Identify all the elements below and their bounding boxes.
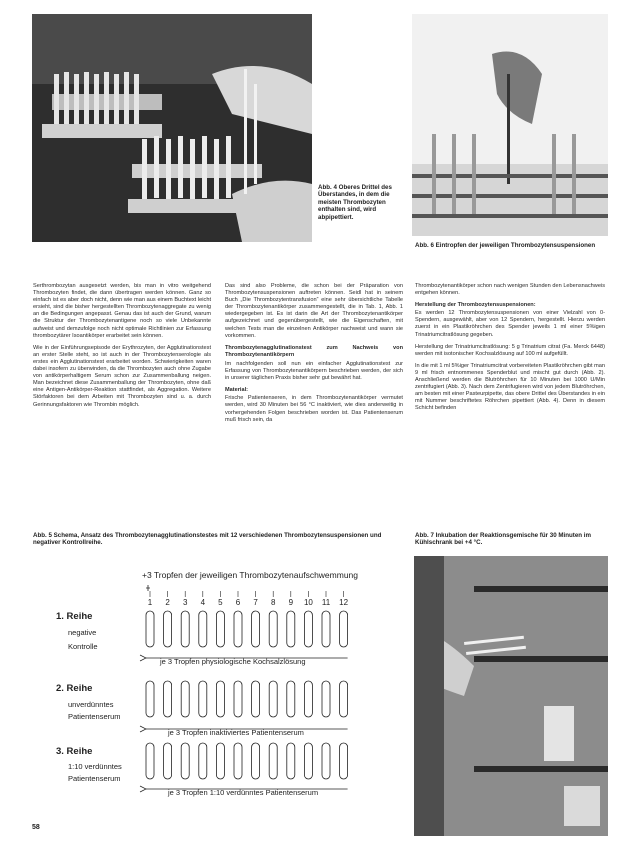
caption-abb6: Abb. 6 Eintropfen der jeweiligen Thrombozytensuspensionen (415, 242, 596, 249)
column-number: 11 (321, 598, 331, 607)
caption-abb4: Abb. 4 Oberes Drittel des Überstandes, in dem die meisten Thrombozyten enthalten sind, wird abpipettiert. (318, 184, 392, 221)
paragraph: Im nachfolgenden soll nun ein einfacher Agglutinationstest zur Erfassung von Thrombozytenantikörpern beschrieben werden, der sich in unserer täglichen Praxis bisher sehr gut bewährt hat. (225, 360, 403, 382)
page-number: 58 (32, 824, 40, 831)
paragraph: Das sind also Probleme, die schon bei der Präparation von Thrombozytensuspensionen auftreten können. Seidl hat in seinem Buch „Die Thrombozytentransfusion“ eine sehr übersichtliche Tabelle der Thrombozytenantikörper zusammengestellt, die in Tab. 1, Abb. 1 wiedergegeben ist. Es ist darin die Art der Thrombozytenantikörper aufgezeichnet und gegenübergestellt, wie die Eigenschaften, mit welchen Tests man die einzelnen Antikörper nachweist und wann sie vorkommen. (225, 283, 403, 339)
column-number: 8 (270, 598, 276, 607)
column-numbers (148, 591, 349, 607)
test-tube (164, 611, 172, 647)
column-number: 7 (253, 598, 258, 607)
paragraph: Herstellung der Trinatriumcitratlösung: 5 g Trinatrium citrat (Fa. Merck 6448) werden mit isotonischer Kochsalzlösung auf 100 ml aufgefüllt. (415, 343, 605, 357)
photo-art (414, 556, 608, 836)
test-tube (269, 611, 277, 647)
test-tube (340, 743, 348, 779)
test-tube (287, 611, 295, 647)
tube-rows (140, 611, 348, 792)
test-tube (181, 743, 189, 779)
arrow-icon (140, 726, 146, 732)
test-tube (252, 681, 260, 717)
test-tube (199, 743, 207, 779)
photo-drops (412, 14, 608, 236)
schema-diagram (30, 555, 408, 820)
test-tube (146, 611, 154, 647)
test-tube (164, 681, 172, 717)
caption-abb7: Abb. 7 Inkubation der Reaktionsgemische für 30 Minuten im Kühlschrank bei +4 °C. (415, 532, 592, 547)
arrow-icon (140, 786, 146, 792)
row-arrow-label-3: je 3 Tropfen 1:10 verdünntes Patientenserum (168, 788, 319, 797)
test-tube (322, 681, 330, 717)
text-column-left (33, 283, 211, 414)
column-number: 1 (147, 598, 153, 607)
row-arrow-label-1: je 3 Tropfen physiologische Kochsalzlösung (160, 657, 306, 666)
test-tube (146, 743, 154, 779)
test-tube (216, 611, 224, 647)
test-tube (304, 611, 312, 647)
column-number: 6 (235, 598, 241, 607)
photo-refrigerator (414, 556, 608, 836)
test-tube (199, 611, 207, 647)
column-number: 5 (218, 598, 223, 607)
test-tube (252, 611, 260, 647)
test-tube (252, 743, 260, 779)
row-subtitle-3a: 1:10 verdünntes (68, 762, 122, 771)
section-heading: Material: (225, 387, 249, 394)
row-title-2: 2. Reihe (56, 683, 93, 694)
text-column-right (415, 283, 605, 418)
column-number: 2 (165, 598, 170, 607)
test-tube (304, 743, 312, 779)
test-tube (164, 743, 172, 779)
photo-art (32, 14, 312, 242)
caption-abb5: Abb. 5 Schema, Ansatz des Thrombozytenagglutinationstestes mit 12 verschiedenen Thrombozytensuspensionen und negativer Kontrollreihe. (33, 532, 382, 547)
test-tube (234, 611, 242, 647)
test-tube (269, 743, 277, 779)
test-tube (287, 743, 295, 779)
arrow-icon (140, 655, 146, 661)
test-tube (287, 681, 295, 717)
row-title-1: 1. Reihe (56, 611, 93, 622)
test-tube (269, 681, 277, 717)
photo-art (412, 14, 608, 236)
row-subtitle-1a: negative (68, 628, 97, 637)
test-tube (216, 743, 224, 779)
column-number: 3 (182, 598, 188, 607)
paragraph: Wie in der Einführungsepisode der Erythrozyten, der Agglutinationstest an erster Stelle steht, so ist auch in der Thrombozytenserologie als erstes ein Agglutinationstest erarbeitet worden. Schwierigkeiten waren dabei insofern zu überwinden, da die Thrombozyten auch ohne Zugabe von antikörperhaltigem Serum schon zur Zusammenballung neigen. Man bezeichnet diese Zusammenballung der Thrombozyten, ohne daß eine Antigen-Antikörper-Reaktion stattfindet, als Aggregation. Weitere Störfaktoren bei dem Arbeiten mit Thrombozyten sind u. a. durch Gerinnungsfaktoren wie Thrombin möglich. (33, 344, 211, 408)
test-tube (322, 611, 330, 647)
paragraph: In die mit 1 ml 5%iger Trinatriumcitrat vorbereiteten Plastikröhrchen gibt man 9 ml frisch entnommenes Spenderblut und mischt gut durch (Abb. 2). Anschließend werden die Blutröhrchen für 10 Minuten bei 1000 U/Min zentrifugiert (Abb. 3). Nach dem Zentrifugieren wird von jedem Blutröhrchen, am besten mit einer Pasteurpipette, das obere Drittel des Überstandes in ein mit Nummer beschriftetes Röhrchen pipettiert (Abb. 4). Denn in diesem Schicht befinden (415, 362, 605, 412)
plus-icon (146, 585, 150, 591)
paragraph: Serthrombozytan ausgesetzt werden, bis man in vitro weitgehend Thrombozyten findet, die dann übertragen werden können. Ganz so einfach ist es aber doch nicht, denn wie man aus einem Buchtext leicht ersieht, sind die bisher hergestellten Thrombozytenaggregate zu wenig an die Bedingungen angepasst. Genau das ist auch der Grund, warum die Struktur der Thrombozytenantigene noch so viele Unbekannte aufweist und demzufolge noch nicht optimale Richtlinien zur Erfassung thrombozytärer Isoantikörper erarbeitet sein können. (33, 283, 211, 339)
column-number: 12 (339, 598, 349, 607)
test-tube (181, 681, 189, 717)
section-heading: Herstellung der Thrombozytensuspensionen: (415, 302, 536, 309)
test-tube (304, 681, 312, 717)
row-arrow-label-2: je 3 Tropfen inaktiviertes Patientenserum (168, 728, 304, 737)
row-title-3: 3. Reihe (56, 746, 93, 757)
test-tube (181, 611, 189, 647)
column-number: 9 (288, 598, 294, 607)
test-tube (146, 681, 154, 717)
row-subtitle-2a: unverdünntes (68, 700, 114, 709)
column-number: 4 (200, 598, 206, 607)
row-subtitle-2b: Patientenserum (68, 712, 121, 721)
diagram-top-label: +3 Tropfen der jeweiligen Thrombozytenaufschwemmung (142, 570, 359, 580)
paragraph: Thrombozytenantikörper schon nach wenigen Stunden den Lebensnachweis entgehen können. (415, 283, 605, 297)
test-tube (234, 743, 242, 779)
test-tube (340, 681, 348, 717)
text-column-middle (225, 283, 403, 429)
test-tube (199, 681, 207, 717)
row-subtitle-3b: Patientenserum (68, 774, 121, 783)
test-tube (322, 743, 330, 779)
row-subtitle-1b: Kontrolle (68, 642, 98, 651)
test-tube (340, 611, 348, 647)
section-heading: Thrombozytenagglutinationstest zum Nachweis von Thrombozytenantikörpern (225, 344, 403, 358)
paragraph: Es werden 12 Thrombozytensuspensionen von einer Vielzahl von 0-Spendern, ausgewählt, aber von 12 Spendern, hergestellt. Hierzu werden zuerst in ein Plastikröhrchen des Spender jeweils 1 ml einer 5%igen Trinatriumcitratlösung gegeben. (415, 310, 605, 338)
test-tube (234, 681, 242, 717)
photo-pipetting-tubes (32, 14, 312, 242)
paragraph: Frische Patientenseren, in dem Thrombozytenantikörper vermutet werden, wird 30 Minuten bei 56 °C inaktiviert, wie dies anderweitig in vorhergehenden Folgen beschrieben worden ist. Das Patientenserum muß frisch sein, da (225, 395, 403, 423)
column-number: 10 (303, 598, 313, 607)
test-tube (216, 681, 224, 717)
